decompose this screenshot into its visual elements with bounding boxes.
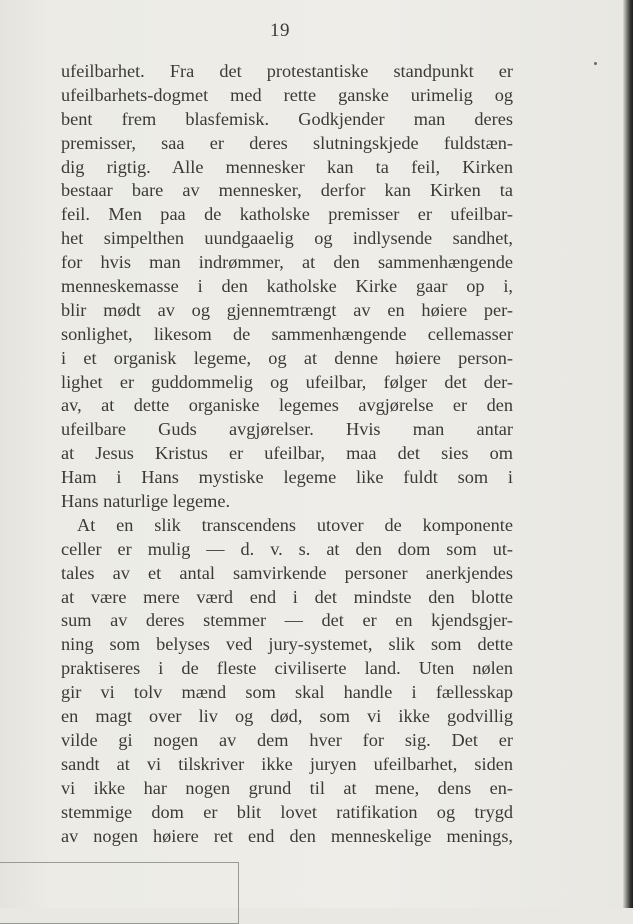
text-line: sandt at vi tilskriver ikke juryen ufeilbarhet, siden	[61, 753, 513, 774]
body-text	[61, 60, 513, 848]
text-line: av nogen høiere ret end den menneskelige menings,	[61, 825, 513, 846]
text-line: feil. Men paa de katholske premisser er ufeilbar-	[61, 204, 513, 225]
text-line: ning som belyses ved jury-systemet, slik som dette	[61, 634, 513, 655]
text-line: sum av deres stemmer — det er en kjendsgjer-	[61, 610, 513, 631]
text-line: ufeilbarhets-dogmet med rette ganske urimelig og	[61, 84, 513, 105]
text-line: bent frem blasfemisk. Godkjender man deres	[61, 108, 513, 129]
text-line: stemmige dom er blit lovet ratifikation og trygd	[61, 801, 513, 822]
text-line: blir mødt av og gjennemtrængt av en høiere per-	[61, 299, 513, 320]
text-line: praktiseres i de fleste civiliserte land. Uten nølen	[61, 658, 513, 679]
text-line: Hans naturlige legeme.	[61, 491, 231, 512]
book-spine-edge	[623, 0, 633, 908]
text-line: vi ikke har nogen grund til at mene, dens en-	[61, 777, 513, 798]
text-line: At en slik transcendens utover de komponente	[77, 514, 513, 535]
scan-frame-edge	[0, 862, 239, 924]
text-line: menneskemasse i den katholske Kirke gaar op i,	[61, 276, 513, 297]
text-line: tales av et antal samvirkende personer anerkjendes	[61, 562, 513, 583]
text-line: ufeilbarhet. Fra det protestantiske standpunkt er	[61, 61, 513, 81]
text-line: vilde gi nogen av dem hver for sig. Det er	[61, 729, 513, 750]
text-line: i et organisk legeme, og at denne høiere person-	[61, 347, 513, 368]
text-line: lighet er guddommelig og ufeilbar, følger det der-	[61, 371, 513, 392]
text-line: het simpelthen uundgaaelig og indlysende sandhet,	[61, 228, 513, 249]
text-line: at Jesus Kristus er ufeilbar, maa det sies om	[61, 443, 513, 464]
text-line: gir vi tolv mænd som skal handle i fællesskap	[61, 682, 513, 703]
text-line: av, at dette organiske legemes avgjørelse er den	[61, 395, 513, 416]
text-line: for hvis man indrømmer, at den sammenhængende	[61, 252, 513, 273]
text-line: Ham i Hans mystiske legeme like fuldt som i	[61, 467, 513, 488]
text-line: at være mere værd end i det mindste den blotte	[61, 586, 513, 607]
text-line: en magt over liv og død, som vi ikke godvillig	[61, 706, 513, 727]
text-line: sonlighet, likesom de sammenhængende cellemasser	[61, 323, 513, 344]
text-line: dig rigtig. Alle mennesker kan ta feil, Kirken	[61, 156, 513, 177]
text-line: ufeilbare Guds avgjørelser. Hvis man antar	[61, 419, 513, 440]
paper-speck	[594, 62, 597, 65]
text-line: bestaar bare av mennesker, derfor kan Kirken ta	[61, 180, 513, 201]
page-number: 19	[270, 20, 290, 41]
text-line: celler er mulig — d. v. s. at den dom som ut-	[61, 538, 513, 559]
text-line: premisser, saa er deres slutningskjede fuldstæn-	[61, 132, 513, 153]
